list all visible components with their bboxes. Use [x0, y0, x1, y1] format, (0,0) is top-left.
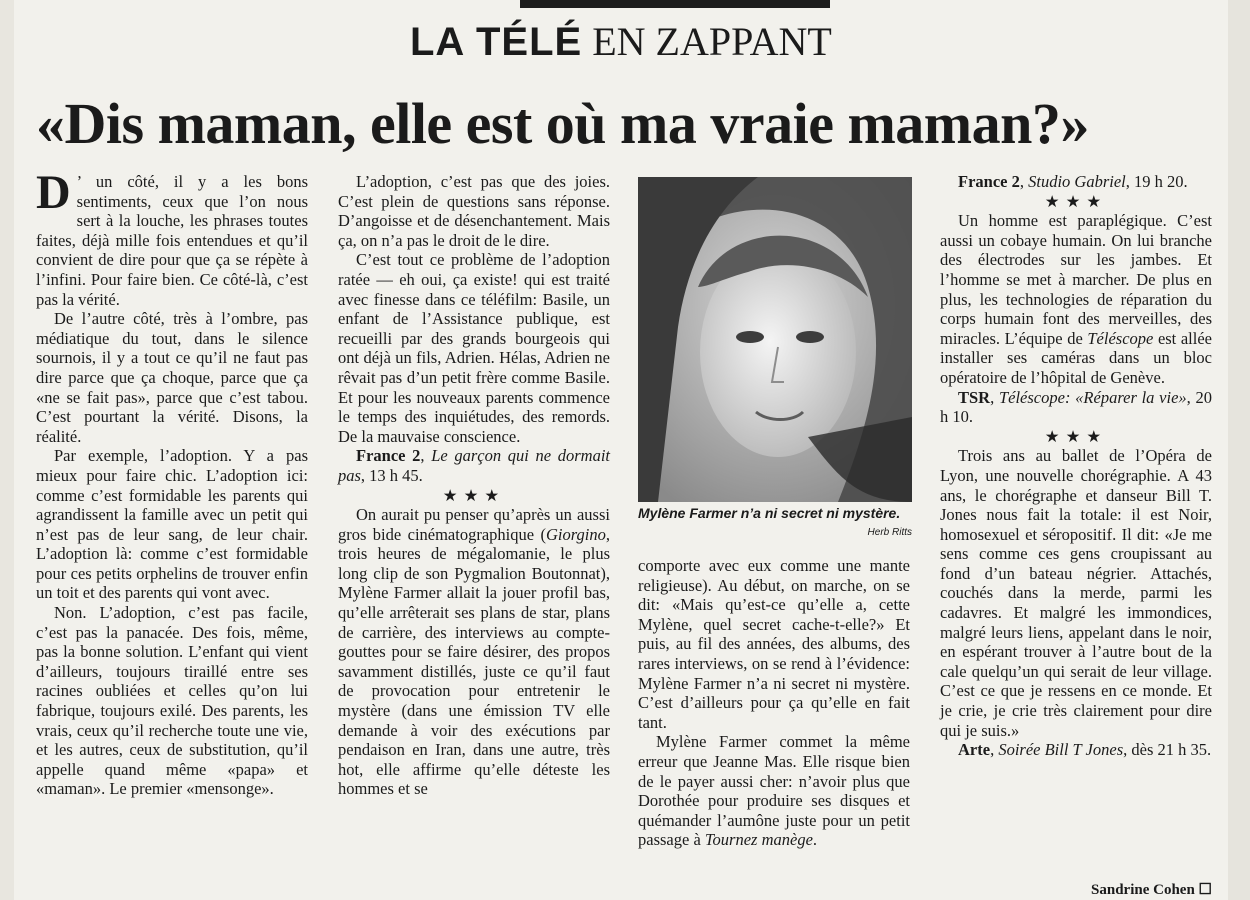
page-edge-left [0, 0, 14, 900]
tv-listing-2: France 2, Studio Gabriel, 19 h 20. [958, 172, 1188, 191]
listing-channel: Arte [958, 740, 991, 760]
listing-time: , dès 21 h 35. [1123, 740, 1212, 760]
paragraph-4: Non. L’adoption, c’est pas facile, c’est pas la panacée. Des fois, même, pas la bonne solution. L’enfant qui vient d’ailleurs, toujours tiraillé entre ses racines oubliées et celles qu’on lui fabrique, toujours exilé. Des parents, les vrais, ceux qu’il recherche toute une vie, et les autres, ceux de substitution, qu’il appelle quand même «papa» et «maman». Le premier «mensonge». [36, 603, 308, 799]
show-title-italic: Tournez manège [704, 830, 813, 850]
paragraph-9-start: Mylène Farmer commet la même erreur que Jeanne Mas. Elle risque bien de le payer aussi cher: n’avoir plus que Dorothée pour produire ses disques et quémander l’aumône juste pour un petit passage à [638, 732, 910, 850]
caption-text: Mylène Farmer n’a ni secret ni mystère. [638, 505, 901, 521]
article-column-4 [940, 172, 1212, 760]
listing-channel: France 2 [958, 172, 1020, 191]
paragraph-5: L’adoption, c’est pas que des joies. C’est plein de questions sans réponse. D’angoisse et de désenchantement. Mais ça, on n’a pas le droit de le dire. [338, 172, 610, 250]
article-column-3 [638, 556, 910, 850]
paragraph-3: Par exemple, l’adoption. Y a pas mieux pour faire chic. L’adoption ici: comme c’est formidable les parents qui agrandissent la famille avec un petit qui n’est pas de leur sang, de leur chair. L’adoption là: comme c’est formidable pour ces petits orphelins de trouver enfin un toit et des parents qui vont avec. [36, 446, 308, 603]
listing-title: Le garçon qui ne dormait pas [338, 446, 610, 485]
paragraph-6: C’est tout ce problème de l’adoption ratée — eh oui, ça existe! qui est traité avec finesse dans ce téléfilm: Basile, un enfant de l’Assistance publique, est recueilli par des grands bourgeois qui ont déjà un fils, Adrien. Hélas, Adrien ne rêvait pas d’un petit frère comme Basile. Et pour les nouveaux parents commence le temps des inquiétudes, des remords. De la mauvaise conscience. [338, 250, 610, 446]
page-edge-right [1228, 0, 1250, 900]
paragraph-1-text: ’ un côté, il y a les bons sentiments, ceux que l’on nous sert à la louche, les phrases toutes faites, déjà mille fois entendues et qu’il convient de dire pour que ça se répète à l’infini. Pour faire bien. Ce côté-là, c’est pas la vérité. [36, 172, 308, 309]
paragraph-7 [338, 505, 610, 799]
paragraph-8: comporte avec eux comme une mante religieuse). Au début, on marche, on se dit: «Mais qu’est-ce qu’elle a, cette Mylène, quel secret cache-t-elle?» Et puis, au fil des années, des albums, des rares interviews, on se rend à l’évidence: Mylène Farmer n’a ni secret ni mystère. C’est d’ailleurs pour ça qu’elle en fait tant. [638, 556, 910, 732]
tv-listing-4: Arte, Soirée Bill T Jones, dès 21 h 35. [958, 740, 1212, 760]
section-stars: ★★★ [1044, 191, 1108, 211]
section-stars: ★★★ [442, 485, 506, 505]
rubric-light-text: EN ZAPPANT [592, 19, 832, 64]
author-byline: Sandrine Cohen ☐ [1091, 882, 1212, 898]
photo-caption [638, 505, 912, 541]
listing-title: Soirée Bill T Jones [998, 740, 1124, 760]
listing-channel: TSR [958, 387, 991, 407]
paragraph-7-rest: , trois heures de mégalomanie, le plus long clip de son Pygmalion Boutonnat), Mylène Farmer allait la jouer profil bas, qu’elle arrêterait ses plans de star, plans de carrière, des interviews au compte-gouttes pour se faire désirer, des propos savamment distillés, juste ce qu’il faut de provocation pour entretenir le mystère (dans une émission TV elle demande à voir des exécutions par pendaison en Iran, dans une autre, très hot, elle affirme qu’elle déteste les hommes et se [338, 524, 610, 799]
show-title-italic: Téléscope [1087, 328, 1154, 348]
listing-channel: France 2 [356, 446, 421, 466]
rubric-bold-text: LA TÉLÉ [410, 20, 583, 64]
tv-listing-1: France 2, Le garçon qui ne dormait pas, 13 h 45. [338, 446, 610, 485]
listing-time: , 19 h 20. [1125, 172, 1188, 191]
listing-time: , 20 h 10. [940, 387, 1213, 427]
article-column-1 [36, 166, 308, 799]
paragraph-2: De l’autre côté, très à l’ombre, pas médiatique du tout, dans le silence sournois, il y a tout ce qu’il ne faut pas dire parce que ça choque, parce que ça «ne se fait pas», parce que c’est tabou. C’est pourtant la vérité. Disons, la réalité. [36, 309, 308, 446]
photo-credit: Herb Ritts [867, 527, 912, 538]
portrait-image [638, 177, 912, 502]
paragraph-9 [638, 732, 910, 850]
rubric-title [410, 18, 832, 78]
tv-listing-3: TSR, Téléscope: «Réparer la vie», 20 h 10. [940, 387, 1213, 427]
paragraph-11: Trois ans au ballet de l’Opéra de Lyon, une nouvelle chorégraphie. A 43 ans, le chorégraphe et danseur Bill T. Jones nous fait la totale: il est Noir, homosexuel et séropositif. Il dit: «Je me sens comme ces gens croupissant au fond d’un bateau négrier. Attachés, couchés dans la merde, parmi les cadavres. Et malgré les immondices, malgré leurs liens, appelant dans le noir, en espérant trouver à l’autre bout de la cale quelqu’un qui serait de leur village. C’est ce que je ressens en ce monde. Et je crie, je crie très clairement pour dire qui je suis.» [940, 446, 1212, 740]
article-column-2 [338, 172, 610, 799]
paragraph-7-start: On aurait pu penser qu’après un aussi gros bide cinématographique ( [338, 505, 610, 544]
listing-title: Studio Gabriel [1028, 172, 1126, 191]
paragraph-9-end: . [812, 830, 818, 850]
portrait-photo [638, 177, 912, 502]
section-stars: ★★★ [1044, 426, 1108, 446]
paragraph-10-rest: est allée installer ses caméras dans un bloc opératoire de l’hôpital de Genève. [940, 328, 1212, 387]
film-title-italic: Giorgino [545, 524, 606, 544]
rubric-top-rule [520, 0, 830, 8]
paragraph-10 [940, 211, 1212, 387]
paragraph-10-start: Un homme est paraplégique. C’est aussi un cobaye humain. On lui branche des électrodes sur les jambes. Et l’homme se met à marcher. De plus en plus, les technologies de réparation du corps humain font des merveilles, des miracles. L’équipe de [940, 211, 1212, 348]
listing-time: , 13 h 45. [360, 465, 423, 485]
dropcap: D [36, 166, 71, 219]
listing-title: Téléscope: «Réparer la vie» [998, 387, 1187, 407]
article-headline: «Dis maman, elle est où ma vraie maman?» [36, 91, 1089, 156]
paragraph-1 [36, 166, 308, 309]
